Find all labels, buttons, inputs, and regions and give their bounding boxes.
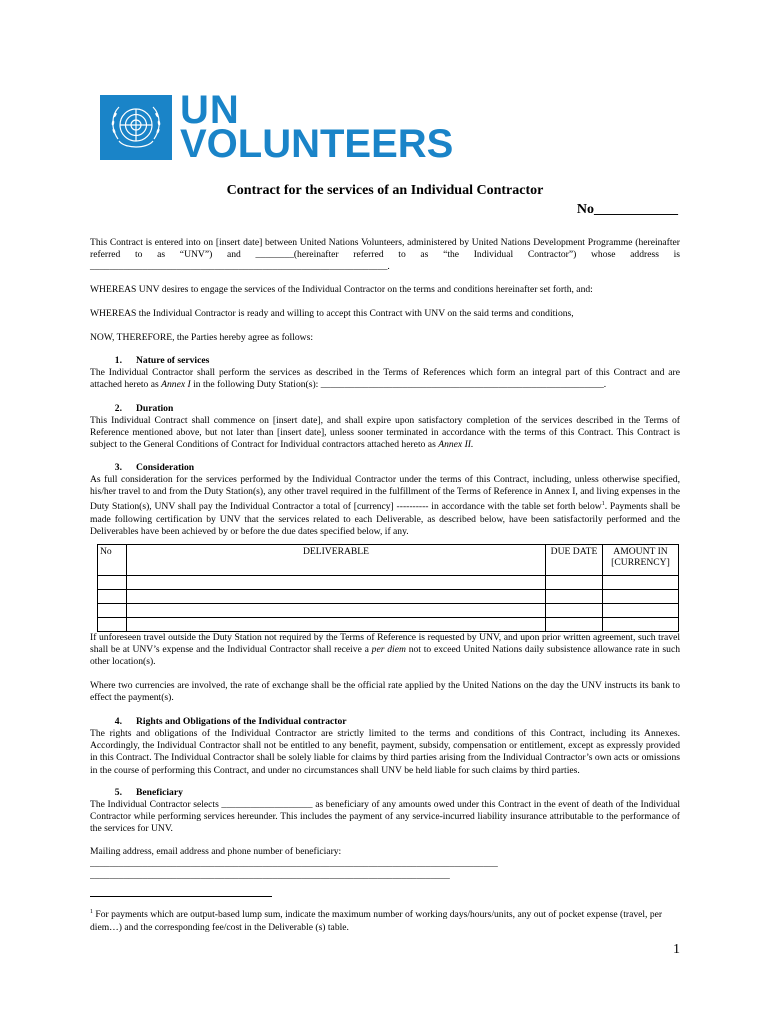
now-therefore-paragraph: NOW, THEREFORE, the Parties hereby agree as follows: [90, 332, 314, 343]
col-header-amount: AMOUNT IN [CURRENCY] [603, 545, 679, 576]
section-title: Beneficiary [136, 787, 183, 798]
annex-ref: Annex I [161, 379, 191, 391]
section-2-text: This Individual Contract shall commence on [insert date], and shall expire upon satisfactory completion of the services described in the Terms of Reference mentioned above, but not later than [insert date], unless sooner terminated in accordance with the terms of this Contract. This Contract is subject to the General Conditions of Contract for Individual contractors attached hereto as Annex II. [90, 415, 680, 451]
section-4-heading [90, 716, 347, 727]
brand-wordmark [180, 88, 454, 166]
table-header-row [98, 545, 679, 576]
footnote-divider [90, 896, 272, 897]
annex-ref: Annex II. [438, 439, 474, 451]
brand-line-un: UN [180, 88, 240, 132]
section-number: 5. [114, 787, 122, 798]
mailing-label: Mailing address, email address and phone number of beneficiary: [90, 846, 342, 857]
col-header-no: No [98, 545, 127, 576]
table-row [98, 576, 679, 590]
per-diem-term: per diem [371, 644, 406, 656]
table-row [98, 590, 679, 604]
section-2-heading [90, 403, 173, 414]
whereas-paragraph-1: WHEREAS UNV desires to engage the services of the Individual Contractor on the terms and conditions hereinafter set forth, and: [90, 284, 593, 295]
deliverables-table [97, 544, 679, 632]
col-header-deliverable: DELIVERABLE [127, 545, 546, 576]
footnote: $^1$ For payments which are output-based lump sum, indicate the maximum number of working days/hours/units, any out of pocket expense (travel, per diem…) and the corresponding fee/cost in the Deliverable (s) table. [90, 909, 663, 933]
intro-paragraph: This Contract is entered into on [insert date] between United Nations Volunteers, administered by United Nations Development Programme (hereinafter referred to as “UNV”) and ________(hereinafter referred to as “the Individual Contractor”) whose address is ______________________________________________________________. [90, 237, 680, 273]
col-header-due-date: DUE DATE [546, 545, 603, 576]
section-number: 4. [114, 716, 122, 727]
un-volunteers-logo [100, 88, 454, 166]
table-row [98, 618, 679, 632]
section-title: Consideration [136, 462, 195, 473]
mailing-line-1[interactable]: _____________________________________________________________________________________ [90, 858, 498, 869]
section-1-text: The Individual Contractor shall perform the services as described in the Terms of References which form an integral part of this Contract and are attached hereto as Annex I in the following Duty Station(s): ___________________________________________________________. [90, 367, 680, 391]
section-5-heading [90, 787, 183, 798]
travel-paragraph: If unforeseen travel outside the Duty Station not required by the Terms of Reference is requested by UNV, and upon prior written agreement, such travel shall be at UNV’s expense and the Individual Contractor shall receive a per diem not to exceed United Nations daily subsistence allowance rate in such other location(s). [90, 632, 681, 668]
table-row [98, 604, 679, 618]
contract-number: No____________ [576, 202, 678, 217]
whereas-paragraph-2: WHEREAS the Individual Contractor is ready and willing to accept this Contract with UNV on the said terms and conditions, [90, 308, 574, 319]
section-number: 1. [114, 355, 122, 366]
section-title: Rights and Obligations of the Individual contractor [136, 716, 347, 727]
section-5-text: The Individual Contractor selects ___________________ as beneficiary of any amounts owed under this Contract in the event of death of the Individual Contractor while performing services hereunder. This includes the payment of any service-incurred liability insurance attributable to the performance of the services for UNV. [90, 799, 680, 835]
page-number: 1 [673, 942, 680, 957]
section-3-text: As full consideration for the services performed by the Individual Contractor under the terms of this Contract, including, unless otherwise specified, his/her travel to and from the Duty Station(s), any other travel required in the fulfillment of the Terms of Reference in Annex I, and living expenses in the Duty Station(s), UNV shall pay the Individual Contractor a total of [currency] ---------- in accordance with the table set forth below$^1$. Payments shall be made following certification by UNV that the services related to each Deliverable, as described below, have been satisfactorily performed and the Deliverables have been achieved by or before the due dates specified below, if any. [90, 474, 680, 537]
footnote-mark: 1 [90, 909, 93, 915]
section-title: Nature of services [136, 355, 210, 366]
section-3-heading [90, 462, 194, 473]
document-title: Contract for the services of an Individual Contractor [226, 183, 544, 198]
footnote-reference: 1 [601, 501, 605, 508]
section-1-heading [90, 355, 209, 366]
brand-line-volunteers: VOLUNTEERS [180, 122, 454, 166]
section-title: Duration [136, 403, 174, 414]
section-4-text: The rights and obligations of the Individual Contractor are strictly limited to the terms and conditions of this Contract, including its Annexes. Accordingly, the Individual Contractor shall not be entitled to any benefit, payment, subsidy, compensation or entitlement, except as expressly provided in this Contract. The Individual Contractor shall be solely liable for claims by third parties arising from the Individual Contractor’s own acts or omissions in the course of performing this Contract, and under no circumstances shall UNV be held liable for such claims by third parties. [90, 728, 680, 776]
mailing-line-2[interactable]: ___________________________________________________________________________ [90, 870, 450, 881]
currency-paragraph: Where two currencies are involved, the rate of exchange shall be the official rate applied by the United Nations on the day the UNV instructs its bank to effect the payment(s). [90, 680, 680, 704]
section-number: 2. [114, 403, 122, 414]
section-number: 3. [114, 462, 122, 473]
un-emblem-icon [100, 95, 172, 160]
